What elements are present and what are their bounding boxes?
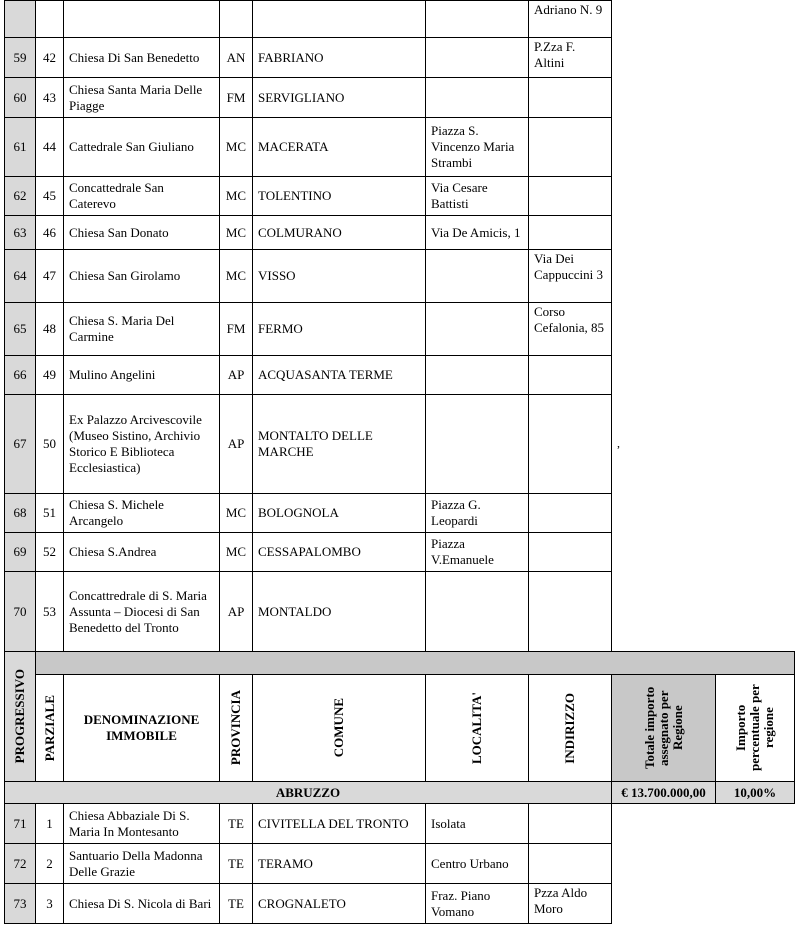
cell-provincia-text: FM bbox=[226, 89, 246, 105]
cell-comune bbox=[252, 532, 426, 572]
cell-comune bbox=[252, 571, 426, 652]
cell-indirizzo bbox=[528, 843, 612, 884]
header-provincia-text: PROVINCIA bbox=[228, 690, 243, 766]
cell-parziale-text: 2 bbox=[46, 855, 53, 871]
header-indirizzo-text: INDIRIZZO bbox=[562, 692, 577, 764]
cell-denominazione bbox=[63, 532, 220, 572]
cell-provincia-text: MC bbox=[225, 544, 247, 559]
cell-indirizzo bbox=[528, 803, 612, 844]
cell-progressivo bbox=[4, 176, 36, 216]
cell-parziale bbox=[35, 571, 64, 652]
header-totale-text: Totale importo assegnato per Regione bbox=[641, 686, 685, 770]
cell-indirizzo bbox=[528, 883, 612, 924]
cell-comune bbox=[252, 249, 426, 303]
header-denominazione-text: DENOMINAZIONE IMMOBILE bbox=[83, 712, 200, 743]
cell-comune-text: TERAMO bbox=[258, 855, 313, 871]
cell-parziale bbox=[35, 394, 64, 494]
cell-provincia bbox=[219, 843, 253, 884]
cell-denominazione bbox=[63, 843, 220, 884]
cell-denominazione bbox=[63, 493, 220, 533]
cell-parziale-text: 1 bbox=[46, 815, 53, 831]
cell-denominazione bbox=[63, 302, 220, 356]
cell-localita bbox=[425, 883, 529, 924]
cell-provincia bbox=[219, 249, 253, 303]
cell-parziale bbox=[35, 249, 64, 303]
cell-comune-text: MACERATA bbox=[258, 139, 329, 154]
cell-progressivo-text: 63 bbox=[13, 224, 27, 240]
header-provincia bbox=[219, 674, 253, 782]
cell-comune-text: FABRIANO bbox=[258, 49, 324, 65]
cell-progressivo bbox=[4, 355, 36, 395]
cell-localita-text: Centro Urbano bbox=[431, 855, 509, 871]
cell-localita-text: Via De Amicis, 1 bbox=[431, 224, 521, 240]
cell-comune bbox=[252, 302, 426, 356]
cell-progressivo bbox=[4, 883, 36, 924]
cell-localita-text: Piazza S. Vincenzo Maria Strambi bbox=[431, 123, 515, 170]
cell-provincia-text: TE bbox=[228, 815, 244, 831]
cell-provincia bbox=[219, 302, 253, 356]
cell-localita bbox=[425, 37, 529, 78]
cell-progressivo-text: 67 bbox=[13, 436, 27, 451]
header-totale bbox=[611, 674, 716, 782]
cell-comune-text: SERVIGLIANO bbox=[258, 89, 345, 105]
cell-progressivo bbox=[4, 249, 36, 303]
cell-comune-text: TOLENTINO bbox=[258, 188, 332, 203]
cell-parziale-text: 43 bbox=[43, 89, 56, 105]
cell-comune bbox=[252, 493, 426, 533]
cell-progressivo-text: 73 bbox=[13, 895, 27, 911]
cell-progressivo bbox=[4, 843, 36, 884]
cell-denominazione bbox=[63, 176, 220, 216]
cell-indirizzo bbox=[528, 215, 612, 250]
cell-localita-text: Via Cesare Battisti bbox=[431, 180, 488, 211]
cell-localita-text: Isolata bbox=[431, 815, 466, 831]
cell-provincia bbox=[219, 883, 253, 924]
cell-comune-text: CIVITELLA DEL TRONTO bbox=[258, 815, 409, 831]
cell-parziale-text: 45 bbox=[43, 188, 56, 203]
cell-progressivo bbox=[4, 77, 36, 118]
cell-comune bbox=[252, 883, 426, 924]
cell-progressivo-text: 59 bbox=[13, 49, 27, 65]
cell-parziale-text: 44 bbox=[43, 139, 56, 154]
cell-localita bbox=[425, 77, 529, 118]
region-amount bbox=[611, 781, 716, 804]
cell-localita bbox=[425, 355, 529, 395]
cell-progressivo bbox=[4, 117, 36, 177]
cell-localita bbox=[425, 117, 529, 177]
cell-denominazione bbox=[63, 355, 220, 395]
cell-comune bbox=[252, 117, 426, 177]
cell-progressivo bbox=[4, 302, 36, 356]
cell-denominazione bbox=[63, 215, 220, 250]
cell-denominazione-text: Concattredrale di S. Maria Assunta – Diocesi di San Benedetto del Tronto bbox=[69, 587, 207, 635]
cell-provincia bbox=[219, 493, 253, 533]
cell-localita-text: Piazza G. Leopardi bbox=[431, 497, 481, 528]
cell-denominazione-text: Chiesa San Donato bbox=[69, 224, 169, 240]
cell-localita bbox=[425, 176, 529, 216]
cell-progressivo-text: 64 bbox=[13, 268, 27, 283]
cell-parziale bbox=[35, 302, 64, 356]
cell-denominazione-text: Santuario Della Madonna Delle Grazie bbox=[69, 847, 203, 879]
cell-indirizzo-text: Pzza Aldo Moro bbox=[534, 885, 588, 916]
cell-denominazione bbox=[63, 803, 220, 844]
header-band bbox=[35, 651, 795, 675]
cell-denominazione bbox=[63, 249, 220, 303]
cell-progressivo-text: 68 bbox=[13, 505, 27, 520]
cell-provincia bbox=[219, 215, 253, 250]
cell-provincia-text: TE bbox=[228, 855, 244, 871]
header-localita-text: LOCALITA' bbox=[469, 692, 484, 764]
cell-localita bbox=[425, 249, 529, 303]
cell-provincia-text: MC bbox=[225, 224, 247, 240]
region-amount-text: € 13.700.000,00 bbox=[621, 784, 706, 800]
cell-denominazione bbox=[63, 117, 220, 177]
cell-denominazione-text: Chiesa S. Michele Arcangelo bbox=[69, 497, 164, 528]
cell-progressivo-text: 71 bbox=[13, 815, 27, 831]
cell-parziale bbox=[35, 77, 64, 118]
cell-comune-text: BOLOGNOLA bbox=[258, 505, 339, 520]
cell-provincia-text: TE bbox=[228, 895, 244, 911]
cell-provincia bbox=[219, 37, 253, 78]
region-name-text: ABRUZZO bbox=[275, 784, 341, 800]
cell-indirizzo-text: P.Zza F. Altini bbox=[534, 39, 576, 70]
cell-denominazione-text: Chiesa S.Andrea bbox=[69, 544, 157, 559]
cell-parziale-text: 53 bbox=[43, 603, 56, 619]
cell-parziale-text: 3 bbox=[46, 895, 53, 911]
cell-localita-text: Fraz. Piano Vomano bbox=[431, 887, 491, 919]
cell-comune-text: COLMURANO bbox=[258, 224, 342, 240]
cell-denominazione-text: Ex Palazzo Arcivescovile (Museo Sistino, Archivio Storico E Biblioteca Ecclesiastica) bbox=[69, 412, 202, 475]
cell-progressivo bbox=[4, 0, 36, 38]
header-parziale bbox=[35, 674, 64, 782]
region-percent-text: 10,00% bbox=[733, 784, 777, 800]
cell-provincia-text: MC bbox=[225, 139, 247, 154]
cell-denominazione-text: Mulino Angelini bbox=[69, 367, 156, 382]
cell-denominazione-text: Chiesa Di S. Nicola di Bari bbox=[69, 895, 212, 911]
cell-comune bbox=[252, 215, 426, 250]
cell-progressivo-text: 70 bbox=[13, 603, 27, 619]
cell-denominazione bbox=[63, 77, 220, 118]
cell-localita bbox=[425, 843, 529, 884]
cell-provincia-text: MC bbox=[225, 188, 247, 203]
cell-denominazione-text: Chiesa San Girolamo bbox=[69, 268, 181, 283]
header-denominazione bbox=[63, 674, 220, 782]
cell-provincia bbox=[219, 77, 253, 118]
cell-comune bbox=[252, 37, 426, 78]
cell-comune-text: CESSAPALOMBO bbox=[258, 544, 361, 559]
header-indirizzo bbox=[528, 674, 612, 782]
cell-comune-text: FERMO bbox=[258, 321, 303, 336]
cell-parziale-text: 47 bbox=[43, 268, 56, 283]
cell-indirizzo bbox=[528, 355, 612, 395]
cell-localita bbox=[425, 394, 529, 494]
cell-parziale bbox=[35, 215, 64, 250]
cell-comune-text: CROGNALETO bbox=[258, 895, 346, 911]
cell-denominazione bbox=[63, 0, 220, 38]
cell-provincia-text: AP bbox=[227, 603, 245, 619]
cell-provincia bbox=[219, 394, 253, 494]
cell-denominazione bbox=[63, 37, 220, 78]
cell-parziale-text: 48 bbox=[43, 321, 56, 336]
cell-comune bbox=[252, 394, 426, 494]
cell-denominazione-text: Chiesa Di San Benedetto bbox=[69, 49, 200, 65]
cell-localita bbox=[425, 215, 529, 250]
header-comune-text: COMUNE bbox=[331, 698, 346, 758]
cell-progressivo bbox=[4, 394, 36, 494]
cell-provincia bbox=[219, 355, 253, 395]
cell-localita bbox=[425, 571, 529, 652]
cell-parziale bbox=[35, 532, 64, 572]
cell-denominazione-text: Chiesa Abbaziale Di S. Maria In Montesanto bbox=[69, 807, 190, 839]
cell-provincia-text: MC bbox=[225, 505, 247, 520]
cell-provincia-text: AP bbox=[227, 436, 245, 451]
cell-indirizzo bbox=[528, 249, 612, 303]
cell-indirizzo bbox=[528, 117, 612, 177]
cell-progressivo-text: 60 bbox=[13, 89, 27, 105]
region-name bbox=[4, 781, 612, 804]
header-percentuale-text: Importo percentuale per regione bbox=[733, 684, 776, 772]
cell-parziale bbox=[35, 117, 64, 177]
cell-indirizzo-text: Adriano N. 9 bbox=[534, 2, 603, 17]
cell-indirizzo bbox=[528, 176, 612, 216]
cell-indirizzo bbox=[528, 0, 612, 38]
cell-comune-text: VISSO bbox=[258, 268, 296, 283]
cell-provincia bbox=[219, 571, 253, 652]
cell-indirizzo bbox=[528, 493, 612, 533]
cell-progressivo-text: 61 bbox=[13, 139, 27, 154]
cell-indirizzo bbox=[528, 77, 612, 118]
cell-provincia-text: AP bbox=[227, 367, 245, 382]
cell-indirizzo-text: Corso Cefalonia, 85 bbox=[534, 304, 605, 335]
cell-progressivo-text: 72 bbox=[13, 855, 27, 871]
cell-comune-text: MONTALTO DELLE MARCHE bbox=[258, 428, 373, 459]
cell-progressivo-text: 69 bbox=[13, 544, 27, 559]
cell-parziale-text: 42 bbox=[43, 49, 56, 65]
cell-progressivo bbox=[4, 571, 36, 652]
cell-parziale-text: 50 bbox=[43, 436, 56, 451]
cell-parziale-text: 51 bbox=[43, 505, 56, 520]
cell-progressivo bbox=[4, 803, 36, 844]
cell-progressivo-text: 66 bbox=[13, 367, 27, 382]
stray-mark: , bbox=[617, 436, 620, 450]
cell-denominazione-text: Cattedrale San Giuliano bbox=[69, 139, 194, 154]
header-percentuale bbox=[715, 674, 795, 782]
cell-provincia bbox=[219, 532, 253, 572]
cell-comune-text: MONTALDO bbox=[258, 603, 332, 619]
cell-indirizzo bbox=[528, 394, 612, 494]
cell-comune bbox=[252, 176, 426, 216]
cell-comune-text: ACQUASANTA TERME bbox=[258, 367, 393, 382]
cell-parziale bbox=[35, 843, 64, 884]
cell-parziale bbox=[35, 355, 64, 395]
cell-provincia-text: FM bbox=[226, 321, 246, 336]
cell-provincia bbox=[219, 0, 253, 38]
cell-parziale-text: 46 bbox=[43, 224, 56, 240]
cell-localita bbox=[425, 0, 529, 38]
cell-parziale-text: 49 bbox=[43, 367, 56, 382]
cell-progressivo bbox=[4, 532, 36, 572]
cell-provincia bbox=[219, 176, 253, 216]
cell-denominazione-text: Chiesa S. Maria Del Carmine bbox=[69, 313, 175, 344]
cell-denominazione-text: Chiesa Santa Maria Delle Piagge bbox=[69, 81, 203, 113]
cell-indirizzo bbox=[528, 302, 612, 356]
cell-indirizzo bbox=[528, 571, 612, 652]
cell-comune bbox=[252, 803, 426, 844]
cell-parziale bbox=[35, 803, 64, 844]
region-percent bbox=[715, 781, 795, 804]
cell-denominazione-text: Concattedrale San Caterevo bbox=[69, 180, 164, 211]
cell-indirizzo bbox=[528, 532, 612, 572]
cell-progressivo bbox=[4, 37, 36, 78]
cell-comune bbox=[252, 77, 426, 118]
cell-provincia bbox=[219, 803, 253, 844]
header-parziale-text: PARZIALE bbox=[41, 694, 57, 762]
cell-progressivo bbox=[4, 493, 36, 533]
cell-localita-text: Piazza V.Emanuele bbox=[431, 536, 494, 567]
header-progressivo-text: PROGRESSIVO bbox=[12, 669, 27, 764]
cell-indirizzo bbox=[528, 37, 612, 78]
cell-parziale bbox=[35, 37, 64, 78]
cell-localita bbox=[425, 532, 529, 572]
cell-parziale bbox=[35, 176, 64, 216]
cell-denominazione bbox=[63, 571, 220, 652]
cell-parziale bbox=[35, 493, 64, 533]
cell-parziale bbox=[35, 0, 64, 38]
cell-localita bbox=[425, 493, 529, 533]
cell-provincia-text: AN bbox=[226, 49, 246, 65]
cell-progressivo-text: 65 bbox=[13, 321, 27, 336]
cell-progressivo-text: 62 bbox=[13, 188, 27, 203]
cell-provincia-text: MC bbox=[225, 268, 247, 283]
cell-parziale bbox=[35, 883, 64, 924]
cell-indirizzo-text: Via Dei Cappuccini 3 bbox=[534, 251, 603, 282]
cell-denominazione bbox=[63, 394, 220, 494]
cell-parziale-text: 52 bbox=[43, 544, 56, 559]
header-progressivo bbox=[4, 651, 36, 782]
cell-comune bbox=[252, 843, 426, 884]
cell-provincia bbox=[219, 117, 253, 177]
cell-localita bbox=[425, 302, 529, 356]
header-localita bbox=[425, 674, 529, 782]
cell-comune bbox=[252, 0, 426, 38]
cell-localita bbox=[425, 803, 529, 844]
cell-denominazione bbox=[63, 883, 220, 924]
header-comune bbox=[252, 674, 426, 782]
cell-comune bbox=[252, 355, 426, 395]
cell-progressivo bbox=[4, 215, 36, 250]
